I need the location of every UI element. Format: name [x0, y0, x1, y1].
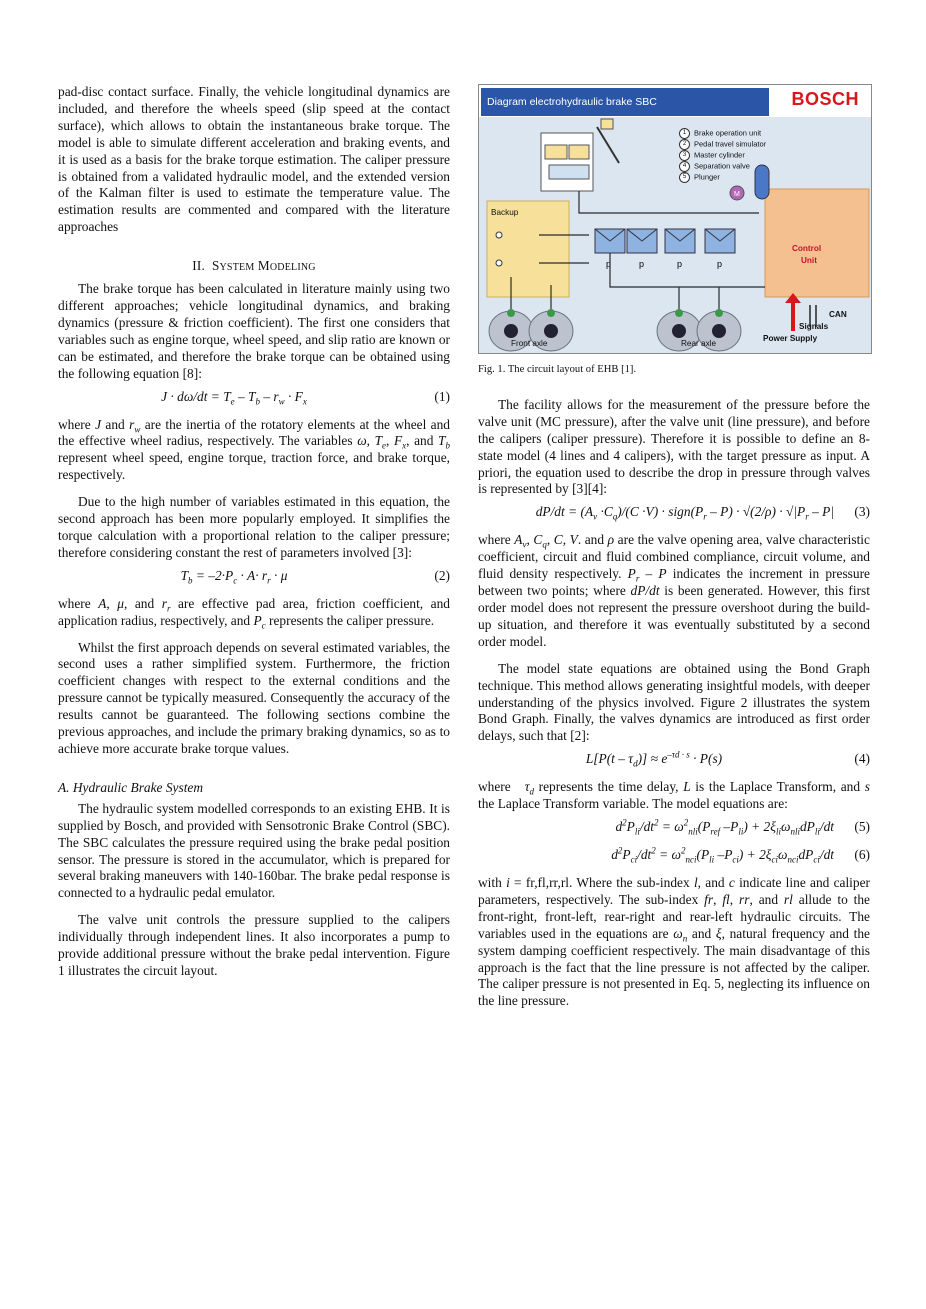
svg-text:p: p — [606, 259, 612, 269]
paragraph: where $A_v$, $C_q$, C, V. and ρ are the valve opening area, valve characteristic coefficient, circuit and fluid combined compliance, circuit volume, and fluid density respectively. $P_r$ – P indicates the increment in pressure between two points; where dP/dt is been generated. However, this first order model does not represent the pressure overshoot during the build-up situation, and therefore it was eventually substituted by a second order model. — [478, 532, 870, 649]
paragraph: The valve unit controls the pressure supplied to the calipers individually through independent lines. It also incorporates a pump to provide additional pressure without the brake pedal intervention. Figure 1 illustrates the circuit layout. — [58, 912, 450, 978]
equation-2: $T_b = -2\cdot P_c \cdot A\cdot r_r \cdot \mu$ (2) — [180, 567, 450, 586]
equation-number: (4) — [854, 751, 870, 767]
signals-label: Signals — [799, 322, 829, 331]
paragraph: The model state equations are obtained using the Bond Graph technique. This method allows generating insightful models, with deeper understanding of the physics involved. Figure 2 illustrates the system Bond Graph. Finally, the valves dynamics are introduced as first order delays, such that [2]: — [478, 660, 870, 744]
control-label: Control — [792, 244, 822, 253]
equation-1: $J \cdot d\omega/dt = T_e - T_b - r_w \cdot F_x$ (1) — [161, 388, 450, 407]
paragraph: The hydraulic system modelled corresponds to an existing EHB. It is supplied by Bosch, and provided with Sensotronic Brake Control (SBC). The SBC calculates the pressure required using the brake pedal position sensor. The pressure is stored in the accumulator, which is prepared for several braking maneuvers with 140-160bar. The brake pedal response is connected to a hydraulic pedal emulator. — [58, 800, 450, 901]
equation-number: (6) — [854, 847, 870, 863]
bosch-logo: BOSCH — [791, 89, 859, 109]
equation-5: $d^2P_{li}/dt^2 = \omega^2_{nli}(P_{ref}$ $-P_{li}) + 2\xi_{li}\omega_{nli}dP_{li}/dt$ (5) — [615, 817, 870, 837]
equation-number: (5) — [854, 819, 870, 835]
subsection-title: A. Hydraulic Brake System — [58, 779, 204, 795]
backup-label: Backup — [491, 208, 519, 217]
paragraph: where $\tau_d$ represents the time delay, L is the Laplace Transform, and s the Laplace Transform variable. The model equations are: — [478, 779, 870, 812]
equation-4: $L[P(t - \tau_d)] \approx e^{-\tau d \cdot s} \cdot P(s)$ (4) — [585, 749, 870, 769]
equation-number: (1) — [434, 388, 450, 404]
figure-ehb-diagram — [478, 84, 872, 354]
valve-boxes — [595, 229, 735, 253]
equation-3: $dP/dt = (A_v \cdot C_q)/(C \cdot V)$ · $sign(P_r - P) \cdot √(2/\rho) \cdot √|P_r - P|$ (3) — [535, 504, 870, 523]
figure-header — [479, 85, 871, 117]
left-column — [58, 84, 450, 980]
unit-label: Unit — [801, 256, 817, 265]
svg-text:p: p — [717, 259, 723, 269]
paragraph: The facility allows for the measurement of the pressure before the valve unit (MC pressure), after the valve unit (line pressure), and before the calipers (caliper pressure). Therefore it is possible to define an 8-state model (4 lines and 4 calipers), with the target pressure as input. A priori, the equation used to describe the drop in pressure through valves is represented by [3][4]: — [478, 396, 870, 497]
svg-text:p: p — [639, 259, 645, 269]
paragraph: where A, μ, and $r_r$ are effective pad area, friction coefficient, and application radius, respectively, and $P_c$ represents the caliper pressure. — [58, 595, 450, 631]
equation-number: (3) — [854, 504, 870, 520]
power-arrow — [791, 299, 795, 331]
front-axle-label: Front axle — [511, 339, 548, 348]
paragraph: pad-disc contact surface. Finally, the vehicle longitudinal dynamics are included, and therefore the wheels speed (slip speed at the contact surface), which allows to obtain the instantaneous brake torque. The model is able to simulate different acceleration and braking events, and it is used as a basis for the brake torque estimation. The caliper pressure is obtained from a validated hydraulic model, and the extended version of the Kalman filter is used to estimate the temperature value. The estimation results are commented and compared with the literature approaches — [58, 84, 450, 235]
paragraph: Due to the high number of variables estimated in this equation, the second approach has been more popularly employed. It simplifies the torque calculation with a proportional relation to the caliper pressure; therefore considering constant the rest of parameters involved [3]: — [58, 494, 450, 560]
rear-axle-label: Rear axle — [681, 339, 717, 348]
figure-caption: Fig. 1. The circuit layout of EHB [1]. — [478, 364, 637, 375]
figure-legend: 1 Brake operation unit 2 Pedal travel simulator 3 Master cylinder 4 Separation valve 5 Plunger — [679, 128, 766, 183]
equation-number: (2) — [434, 567, 450, 583]
can-label: CAN — [829, 310, 847, 319]
paragraph: Whilst the first approach depends on several estimated variables, the second uses a rather simplified system. Furthermore, the friction coefficient changes with respect to the external conditions and the pressure cannot be typically measured. Consequently the accuracy of the results cannot be guaranteed. The following sections combine the previous approaches, and include the primary braking dynamics, so as to achieve more accurate brake torque values. — [58, 639, 450, 756]
paragraph: with i = fr,fl,rr,rl. Where the sub-index l, and c indicate line and caliper parameters, respectively. The sub-index fr, fl, rr, and rl allude to the front-right, front-left, rear-right and rear-left hydraulic circuits. The variables used in the equations are $\omega_n$ and ξ, natural frequency and the system damping coefficient respectively. The main disadvantage of this approach is the fact that the line pressure is not affected by the caliper. The caliper pressure is not presented in Eq. 5, neglecting its influence on the line pressure. — [478, 875, 871, 1009]
paragraph: The brake torque has been calculated in literature mainly using two different approaches; vehicle longitudinal dynamics, and braking dynamics (pressure & friction coefficient). The first one considers that variables such as engine torque, wheel speed, and slip ratio are known or can be estimated, and therefore the brake torque can be obtained using the following equation [8]: — [58, 281, 450, 381]
pedal-icon — [601, 119, 613, 129]
section-title: II. SYSTEM MODELING — [192, 258, 316, 274]
power-supply-label: Power Supply — [763, 334, 818, 343]
paragraph: where J and $r_w$ are the inertia of the rotatory elements at the wheel and the effective wheel radius, respectively. The variables ω, $T_e$, $F_x$, and $T_b$ represent wheel speed, engine torque, traction force, and brake torque, respectively. — [58, 416, 450, 483]
right-column — [478, 84, 870, 1010]
circuit-diagram — [479, 117, 871, 353]
svg-text:p: p — [677, 259, 683, 269]
brake-operation-unit — [541, 133, 593, 191]
svg-text:M: M — [734, 191, 740, 198]
equation-6: $d^2P_{ci}/dt^2 = \omega^2_{nci}(P_{li}$ $-P_{ci}) + 2\xi_{ci}\omega_{nci}dP_{ci}/dt$ (6) — [611, 845, 870, 865]
figure-header-title: Diagram electrohydraulic brake SBC — [481, 88, 769, 116]
